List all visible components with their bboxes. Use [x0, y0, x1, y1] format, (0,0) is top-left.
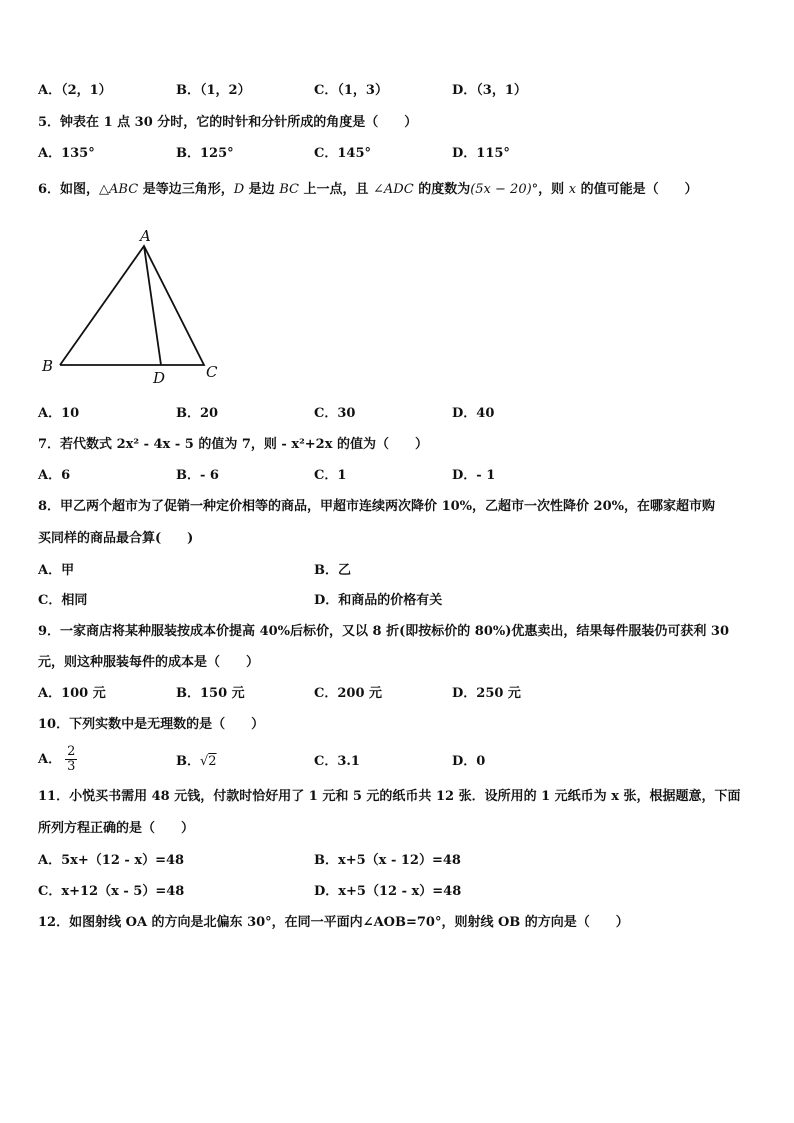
- q10-stem: 10．下列实数中是无理数的是（ ）: [38, 717, 265, 732]
- q11-option-d: D．x+5（12 - x）=48: [314, 884, 462, 899]
- q10-option-b: B．√2: [176, 754, 217, 769]
- q5-option-d: D．115°: [452, 146, 510, 161]
- q11-stem-line1: 11．小悦买书需用 48 元钱，付款时恰好用了 1 元和 5 元的纸币共 12 张．设所用的 1 元纸币为 x 张，根据题意，下面: [38, 789, 741, 804]
- q7-option-c: C．1: [314, 468, 347, 483]
- q8-option-d: D．和商品的价格有关: [314, 593, 443, 608]
- q11-option-a: A．5x+（12 - x）=48: [38, 853, 185, 868]
- q6-triangle-abc: △ABC: [99, 182, 139, 197]
- q8-option-c: C．相同: [38, 593, 88, 608]
- q7-option-b: B．- 6: [176, 468, 219, 483]
- q10-option-a: A． $\frac{2}{3}$: [38, 744, 76, 774]
- q6-option-c: C．30: [314, 406, 356, 421]
- q5-option-b: B．125°: [176, 146, 234, 161]
- q4-option-d: D．（3，1）: [452, 83, 527, 98]
- label-d: D: [153, 369, 166, 387]
- label-c: C: [206, 363, 218, 381]
- q7-stem: 7．若代数式 2x² - 4x - 5 的值为 7，则 - x²+2x 的值为（ ）: [38, 437, 429, 452]
- triangle-outline: [60, 246, 204, 365]
- q5-option-c: C．145°: [314, 146, 371, 161]
- q12-stem: 12．如图射线 OA 的方向是北偏东 30°，在同一平面内∠AOB=70°，则射线 OB 的方向是（ ）: [38, 915, 629, 930]
- q8-option-b: B．乙: [314, 563, 351, 578]
- q6-option-b: B．20: [176, 406, 219, 421]
- q4-option-a: A．（2，1）: [38, 83, 112, 98]
- q7-option-a: A．6: [38, 468, 71, 483]
- q5-stem: 5．钟表在 1 点 30 分时，它的时针和分针所成的角度是（ ）: [38, 115, 418, 130]
- q6-expression: (5x − 20)°: [470, 182, 539, 197]
- label-b: B: [42, 357, 54, 375]
- label-a: A: [140, 227, 151, 245]
- q9-option-c: C．200 元: [314, 686, 383, 701]
- q11-stem-line2: 所列方程正确的是（ ）: [38, 821, 195, 836]
- q9-option-a: A．100 元: [38, 686, 106, 701]
- q10-option-c: C．3.1: [314, 754, 360, 769]
- q7-option-d: D．- 1: [452, 468, 496, 483]
- q6-option-d: D．40: [452, 406, 495, 421]
- q8-stem-line2: 买同样的商品最合算( ): [38, 531, 194, 546]
- q9-stem-line2: 元，则这种服装每件的成本是（ ）: [38, 655, 260, 670]
- q9-stem-line1: 9．一家商店将某种服装按成本价提高 40%后标价，又以 8 折(即按标价的 80%)优惠卖出，结果每件服装仍可获利 30: [38, 624, 730, 639]
- sqrt-two: √2: [200, 754, 217, 769]
- q5-option-a: A．135°: [38, 146, 95, 161]
- q4-option-c: C．（1，3）: [314, 83, 388, 98]
- q8-stem-line1: 8．甲乙两个超市为了促销一种定价相等的商品，甲超市连续两次降价 10%，乙超市一次性降价 20%，在哪家超市购: [38, 499, 715, 514]
- q6-triangle-figure: [36, 222, 236, 392]
- q6-option-a: A．10: [38, 406, 80, 421]
- q6-stem: 6．如图，△ABC 是等边三角形，D 是边 BC 上一点，且 ∠ADC 的度数为(5x − 20)°，则 x 的值可能是（ ）: [38, 182, 698, 197]
- q11-option-c: C．x+12（x - 5）=48: [38, 884, 185, 899]
- fraction-two-thirds: $\frac{2}{3}$: [67, 744, 76, 774]
- q9-option-d: D．250 元: [452, 686, 521, 701]
- q11-option-b: B．x+5（x - 12）=48: [314, 853, 461, 868]
- q8-option-a: A．甲: [38, 563, 75, 578]
- q10-option-d: D．0: [452, 754, 486, 769]
- q4-option-b: B．（1，2）: [176, 83, 251, 98]
- q9-option-b: B．150 元: [176, 686, 245, 701]
